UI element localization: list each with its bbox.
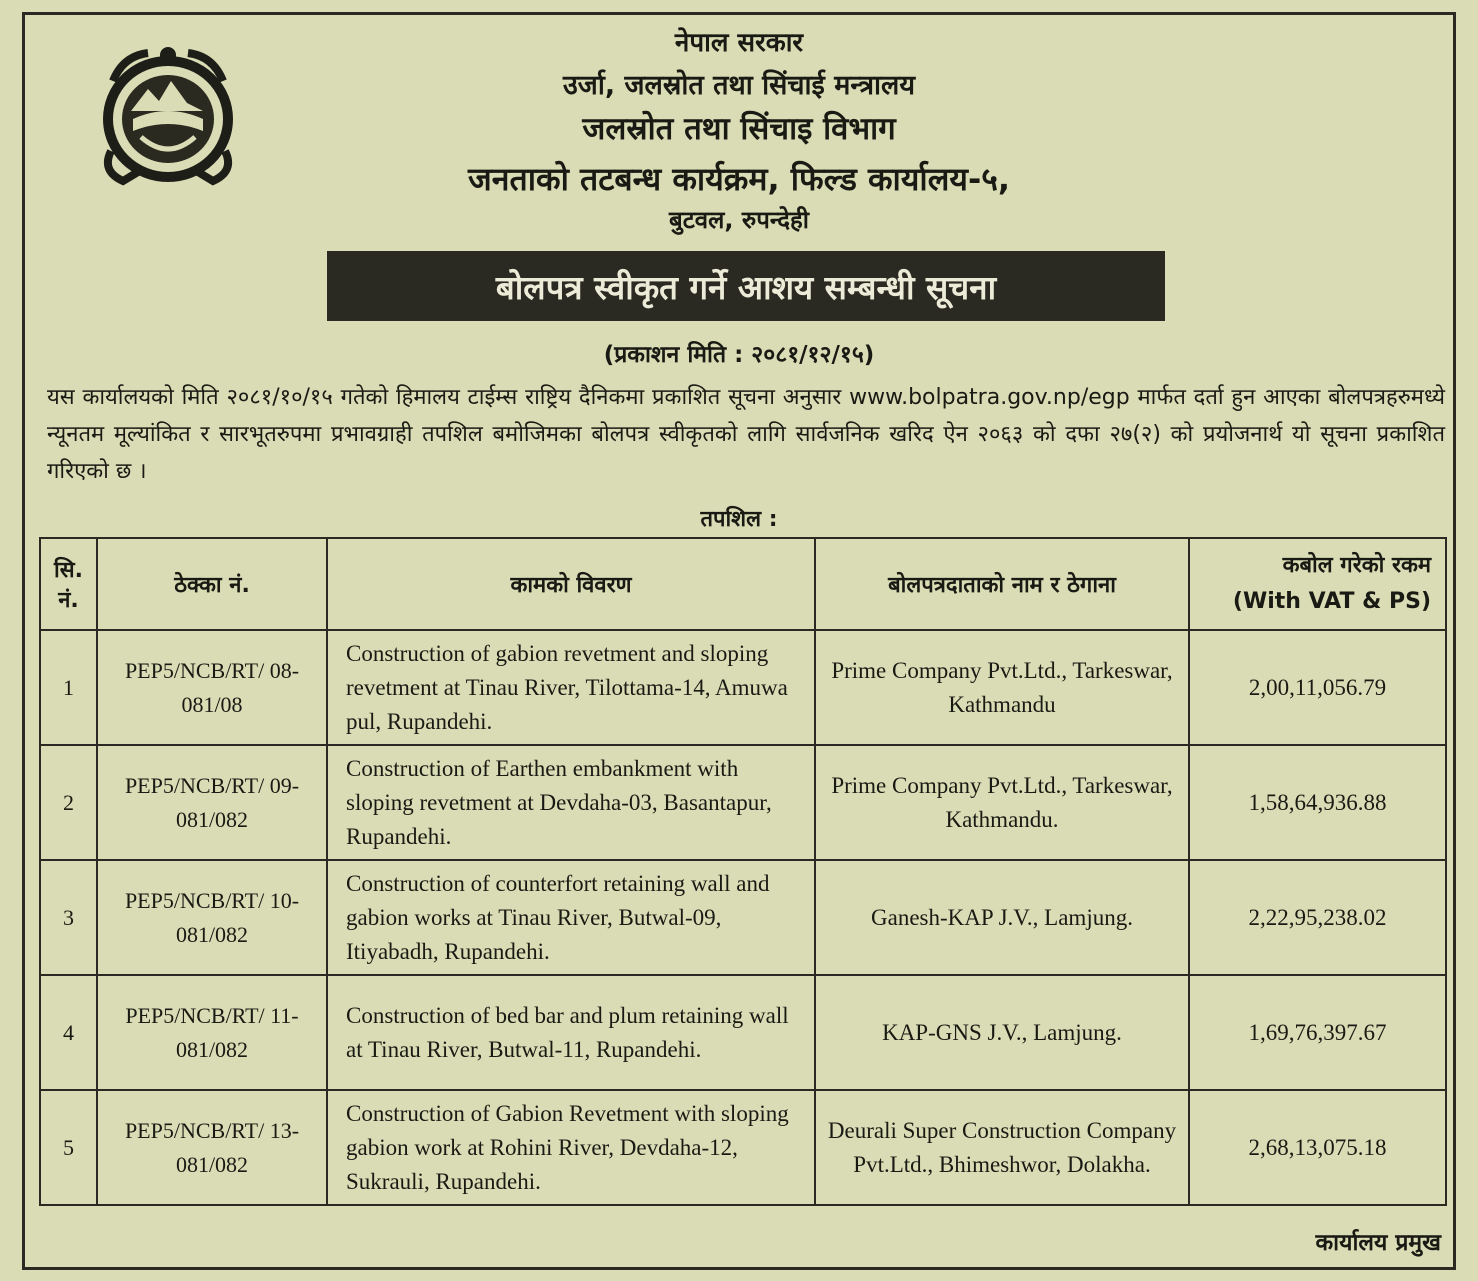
header-description: कामको विवरण: [327, 538, 815, 630]
cell-description: Construction of Earthen embankment with sloping revetment at Devdaha-03, Basantapur, Rupandehi.: [327, 745, 815, 860]
notice-page: [22, 12, 1456, 1270]
table-row: [40, 860, 1446, 975]
cell-amount: 2,68,13,075.18: [1189, 1090, 1446, 1205]
header-location: बुटवल, रुपन्देही: [669, 206, 809, 234]
cell-bidder: Ganesh-KAP J.V., Lamjung.: [815, 860, 1189, 975]
cell-bidder: KAP-GNS J.V., Lamjung.: [815, 975, 1189, 1090]
cell-amount: 1,69,76,397.67: [1189, 975, 1446, 1090]
cell-amount: 2,22,95,238.02: [1189, 860, 1446, 975]
cell-serial: 2: [40, 745, 97, 860]
notice-title: बोलपत्र स्वीकृत गर्ने आशय सम्बन्धी सूचना: [495, 267, 997, 307]
table-row: [40, 1090, 1446, 1205]
header-bidder: बोलपत्रदाताको नाम र ठेगाना: [815, 538, 1189, 630]
publication-date: (प्रकाशन मिति : २०८१/१२/१५): [603, 342, 875, 368]
cell-contract-no: PEP5/NCB/RT/ 13-081/082: [97, 1090, 327, 1205]
cell-bidder: Prime Company Pvt.Ltd., Tarkeswar, Kathmandu.: [815, 745, 1189, 860]
header-department: जलस्रोत तथा सिंचाइ विभाग: [582, 111, 896, 147]
table-row: [40, 630, 1446, 745]
header-amount-note: (With VAT & PS): [1232, 589, 1431, 614]
notice-body-text: यस कार्यालयको मिति २०८१/१०/१५ गतेको हिमालय टाईम्स राष्ट्रिय दैनिकमा प्रकाशित सूचना अनुसार www.bolpatra.gov.np/egp मार्फत दर्ता हुन आएका बोलपत्रहरुमध्ये न्यूनतम मूल्यांकित र सारभूतरुपमा प्रभावग्राही तपशिल बमोजिमका बोलपत्र स्वीकृतको लागि सार्वजनिक खरिद ऐन २०६३ को दफा २७(२) को प्रयोजनार्थ यो सूचना प्रकाशित गरिएको छ ।: [47, 385, 1445, 484]
signature-office-chief: कार्यालय प्रमुख: [1315, 1230, 1441, 1256]
header-amount-label: कबोल गरेको रकम: [1282, 553, 1431, 578]
header-serial: सि. नं.: [40, 538, 97, 630]
cell-description: Construction of gabion revetment and sloping revetment at Tinau River, Tilottama-14, Amuwa pul, Rupandehi.: [327, 630, 815, 745]
table-row: [40, 975, 1446, 1090]
details-heading: तपशिल :: [700, 507, 778, 532]
cell-description: Construction of bed bar and plum retaining wall at Tinau River, Butwal-11, Rupandehi.: [327, 975, 815, 1090]
header-ministry: उर्जा, जलस्रोत तथा सिंचाई मन्त्रालय: [563, 70, 915, 101]
cell-description: Construction of counterfort retaining wall and gabion works at Tinau River, Butwal-09, Itiyabadh, Rupandehi.: [327, 860, 815, 975]
header-office: जनताको तटबन्ध कार्यक्रम, फिल्ड कार्यालय-५,: [467, 160, 1011, 198]
cell-contract-no: PEP5/NCB/RT/ 10-081/082: [97, 860, 327, 975]
header-amount: [1189, 538, 1446, 630]
cell-bidder: Deurali Super Construction Company Pvt.Ltd., Bhimeshwor, Dolakha.: [815, 1090, 1189, 1205]
cell-serial: 5: [40, 1090, 97, 1205]
cell-bidder: Prime Company Pvt.Ltd., Tarkeswar, Kathmandu: [815, 630, 1189, 745]
cell-serial: 3: [40, 860, 97, 975]
header-contract-no: ठेक्का नं.: [97, 538, 327, 630]
notice-title-banner: [327, 251, 1165, 321]
cell-amount: 1,58,64,936.88: [1189, 745, 1446, 860]
table-row: [40, 745, 1446, 860]
cell-serial: 4: [40, 975, 97, 1090]
award-table: [39, 537, 1447, 1206]
cell-amount: 2,00,11,056.79: [1189, 630, 1446, 745]
cell-serial: 1: [40, 630, 97, 745]
cell-contract-no: PEP5/NCB/RT/ 11-081/082: [97, 975, 327, 1090]
cell-contract-no: PEP5/NCB/RT/ 09-081/082: [97, 745, 327, 860]
cell-description: Construction of Gabion Revetment with sloping gabion work at Rohini River, Devdaha-12, Sukrauli, Rupandehi.: [327, 1090, 815, 1205]
cell-contract-no: PEP5/NCB/RT/ 08-081/08: [97, 630, 327, 745]
table-header-row: [40, 538, 1446, 630]
header-government: नेपाल सरकार: [674, 28, 804, 58]
